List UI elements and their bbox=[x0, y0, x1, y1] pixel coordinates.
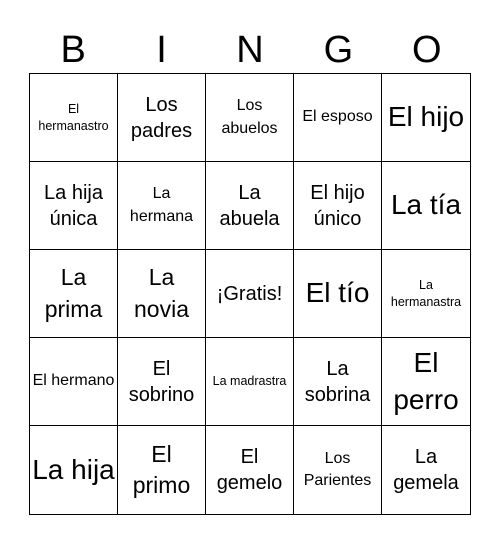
header-letter-b: B bbox=[60, 29, 86, 71]
cell-text: El hermano bbox=[32, 372, 115, 390]
bingo-cell[interactable] bbox=[382, 426, 470, 514]
free-space-cell[interactable] bbox=[206, 250, 294, 338]
cell-text: El gemelo bbox=[216, 446, 283, 494]
cell-text: Los abuelos bbox=[221, 97, 278, 137]
bingo-cell[interactable] bbox=[294, 338, 382, 426]
header-letter-o: O bbox=[411, 29, 442, 71]
bingo-cell[interactable] bbox=[30, 426, 118, 514]
cell-text: El hermanastro bbox=[38, 101, 109, 133]
cell-text: El hijo único bbox=[310, 181, 365, 230]
bingo-cell[interactable] bbox=[294, 426, 382, 514]
cell-text: La hermana bbox=[129, 185, 194, 225]
cell-text: El esposo bbox=[302, 108, 373, 126]
bingo-cell[interactable] bbox=[382, 162, 470, 250]
bingo-cell[interactable] bbox=[30, 162, 118, 250]
cell-text: El sobrino bbox=[128, 357, 195, 406]
bingo-cell[interactable] bbox=[30, 250, 118, 338]
bingo-cell[interactable] bbox=[206, 426, 294, 514]
bingo-cell[interactable] bbox=[206, 162, 294, 250]
bingo-cell[interactable] bbox=[118, 74, 206, 162]
cell-text: La hermanastra bbox=[390, 277, 462, 309]
header-letter-i: I bbox=[156, 29, 167, 71]
bingo-header bbox=[29, 26, 471, 74]
bingo-cell[interactable] bbox=[118, 338, 206, 426]
cell-text: La hija bbox=[32, 453, 115, 485]
bingo-cell[interactable] bbox=[30, 338, 118, 426]
bingo-cell[interactable] bbox=[382, 338, 470, 426]
bingo-cell[interactable] bbox=[294, 162, 382, 250]
bingo-cell[interactable] bbox=[382, 74, 470, 162]
cell-text: El perro bbox=[393, 347, 459, 415]
cell-text: Los Parientes bbox=[303, 449, 372, 489]
bingo-cell[interactable] bbox=[206, 338, 294, 426]
cell-text: El hijo bbox=[387, 101, 465, 133]
bingo-cell[interactable] bbox=[206, 74, 294, 162]
bingo-cell[interactable] bbox=[118, 426, 206, 514]
cell-text: La gemela bbox=[393, 446, 459, 494]
bingo-cell[interactable] bbox=[118, 162, 206, 250]
cell-text: La sobrina bbox=[304, 357, 371, 406]
cell-text: El tío bbox=[305, 277, 370, 309]
cell-text: Los padres bbox=[130, 93, 193, 142]
bingo-cell[interactable] bbox=[30, 74, 118, 162]
bingo-cell[interactable] bbox=[382, 250, 470, 338]
cell-text: La prima bbox=[44, 264, 103, 322]
cell-text: La madrastra bbox=[212, 374, 287, 389]
header-letter-n: N bbox=[236, 29, 264, 71]
cell-text: La novia bbox=[134, 264, 189, 322]
cell-text: La hija única bbox=[44, 181, 103, 230]
bingo-cell[interactable] bbox=[294, 250, 382, 338]
bingo-cell[interactable] bbox=[118, 250, 206, 338]
cell-text: La tía bbox=[390, 189, 462, 221]
cell-text: La abuela bbox=[219, 181, 280, 230]
bingo-card-grid bbox=[29, 73, 471, 515]
cell-text: El primo bbox=[132, 440, 191, 498]
cell-text: ¡Gratis! bbox=[216, 282, 283, 305]
header-letter-g: G bbox=[323, 29, 354, 71]
bingo-cell[interactable] bbox=[294, 74, 382, 162]
